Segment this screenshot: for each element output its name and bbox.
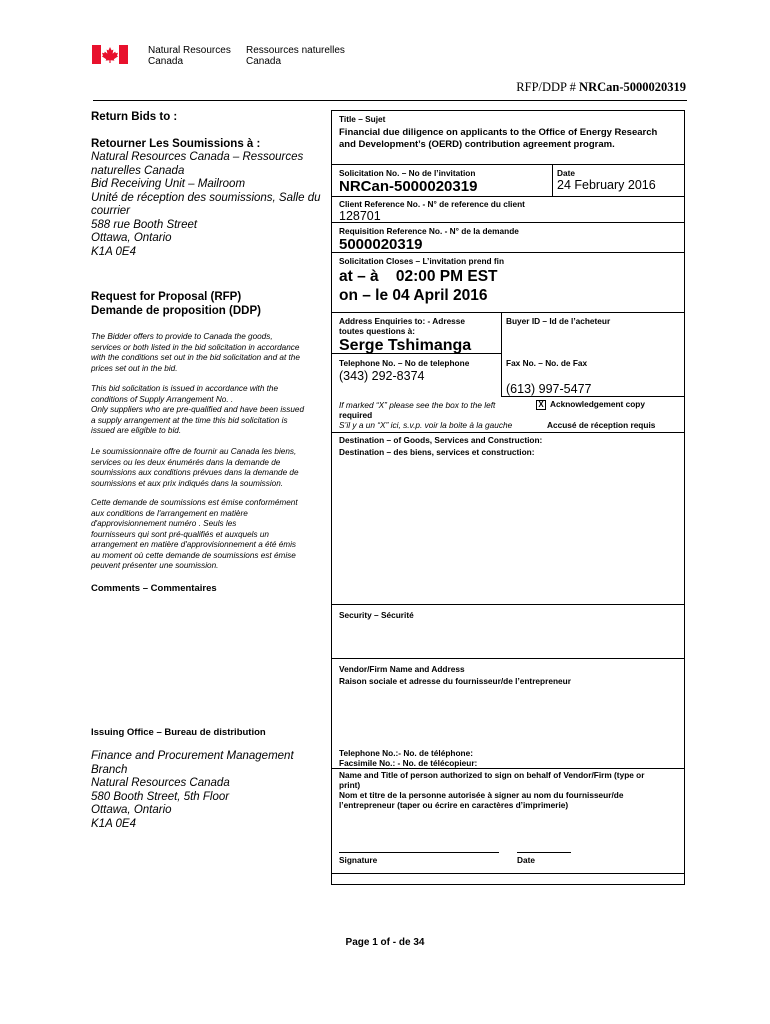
marked-x-notice-fr: S’il y a un “X” ici, s.v.p. voir la boite à la gauche <box>339 420 513 430</box>
form-divider <box>331 432 685 433</box>
telephone-value: (343) 292-8374 <box>339 369 425 383</box>
marked-x-notice-en: If marked “X” please see the box to the left <box>339 400 496 410</box>
rfp-number: RFP/DDP # NRCan-5000020319 <box>516 80 686 94</box>
solicitation-title: Financial due diligence on applicants to the Office of Energy Research and Development’s (OERD) contribution agreement program. <box>339 127 658 150</box>
closes-time: at – à 02:00 PM EST <box>339 268 498 285</box>
vendor-name-label: Vendor/Firm Name and Address <box>339 664 465 674</box>
retourner-label: Retourner Les Soumissions à : <box>91 138 261 150</box>
form-divider-vertical <box>501 312 502 396</box>
issuing-office-address: Finance and Procurement Management Branch Natural Resources Canada 580 Booth Street, 5th Floor Ottawa, Ontario K1A 0E4 <box>91 750 294 830</box>
authorized-person-label: Name and Title of person authorized to sign on behalf of Vendor/Firm (type or print) Nom et titre de la personne autorisée à signer au nom du fournisseur/de l’entrepreneur (taper ou écrire en caractères d’imprimerie) <box>339 770 645 810</box>
signature-date-label: Date <box>517 855 535 865</box>
form-divider <box>331 873 685 874</box>
fax-value: (613) 997-5477 <box>506 382 592 396</box>
form-divider <box>501 396 685 397</box>
bidder-offer-paragraph: The Bidder offers to provide to Canada the goods, services or both listed in the bid solicitation in accordance with the conditions set out in the bid solicitation and at the prices set out in the bid. <box>91 332 300 373</box>
form-divider <box>331 222 685 223</box>
buyer-id-label: Buyer ID – Id de l’acheteur <box>506 316 611 326</box>
return-bids-label: Return Bids to : <box>91 111 178 123</box>
destination-label-fr: Destination – des biens, services et construction: <box>339 447 535 457</box>
telephone-label: Telephone No. – No de telephone <box>339 358 470 368</box>
header-divider <box>93 100 687 101</box>
date-label: Date <box>557 168 575 178</box>
department-name-en: Natural Resources Canada <box>148 45 231 67</box>
form-divider <box>331 768 685 769</box>
destination-label-en: Destination – of Goods, Services and Construction: <box>339 435 543 445</box>
signature-line[interactable] <box>339 852 499 853</box>
canada-flag-icon <box>92 45 128 64</box>
rfp-heading-fr: Demande de proposition (DDP) <box>91 305 261 317</box>
form-divider <box>331 604 685 605</box>
contact-name: Serge Tshimanga <box>339 337 472 354</box>
form-divider <box>331 164 685 165</box>
form-divider <box>331 312 685 313</box>
arrangement-paragraph-fr: Cette demande de soumissions est émise conformément aux conditions de l'arrangement en matière d'approvisionnement numéro . Seuls les fournisseurs qui sont pré-qualifiés et auxquels un arrangement en matière d'approvisionnement a été émis au moment où cette demande de soumissions est émise peuvent présenter une soumission. <box>91 498 298 570</box>
vendor-telephone-label: Telephone No.:- No. de téléphone: <box>339 748 473 758</box>
bid-receiving-address: Natural Resources Canada – Ressources naturelles Canada Bid Receiving Unit – Mailroom Unité de réception des soumissions, Salle du courrier 588 rue Booth Street Ottawa, Ontario K1A 0E4 <box>91 151 321 258</box>
requisition-label: Requisition Reference No. - N° de la demande <box>339 226 519 236</box>
date-value: 24 February 2016 <box>557 178 656 192</box>
solicitation-no-label: Solicitation No. – No de l’invitation <box>339 168 476 178</box>
closes-date: on – le 04 April 2016 <box>339 287 488 304</box>
signature-date-line[interactable] <box>517 852 571 853</box>
form-divider-vertical <box>552 164 553 196</box>
security-label: Security – Sécurité <box>339 610 414 620</box>
closes-label: Solicitation Closes – L’invitation prend fin <box>339 256 505 266</box>
accuse-reception: Accusé de réception requis <box>547 420 656 430</box>
rfp-heading-en: Request for Proposal (RFP) <box>91 291 242 303</box>
solicitation-no-value: NRCan-5000020319 <box>339 178 478 195</box>
signature-label: Signature <box>339 855 378 865</box>
supply-arrangement-paragraph: This bid solicitation is issued in accordance with the conditions of Supply Arrangement No. . Only suppliers who are pre-qualified and have been issued a supply arrangement at the time this bid solicitation is issued are eligible to bid. <box>91 384 305 435</box>
page-number: Page 1 of - de 34 <box>345 937 425 948</box>
enquiries-label: Address Enquiries to: - Adresse toutes questions à: <box>339 316 466 336</box>
form-divider <box>331 658 685 659</box>
marked-x-required: required <box>339 410 373 420</box>
acknowledgement-copy: X Acknowledgement copy <box>536 399 645 410</box>
requisition-value: 5000020319 <box>339 236 423 253</box>
client-ref-value: 128701 <box>339 209 381 223</box>
issuing-office-label: Issuing Office – Bureau de distribution <box>91 727 266 738</box>
fax-label: Fax No. – No. de Fax <box>506 358 588 368</box>
vendor-name-label-fr: Raison sociale et adresse du fournisseur/de l’entrepreneur <box>339 676 571 686</box>
comments-label: Comments – Commentaires <box>91 583 217 594</box>
soumissionnaire-paragraph: Le soumissionnaire offre de fournir au Canada les biens, services ou les deux énumérés dans la demande de soumissions aux conditions prévues dans la demande de soumissions et aux prix indiqués dans la soumission. <box>91 447 299 488</box>
title-label: Title – Sujet <box>339 114 386 124</box>
client-ref-label: Client Reference No. - N° de reference du client <box>339 199 525 209</box>
vendor-fax-label: Facsimile No.: - No. de télécopieur: <box>339 758 478 768</box>
acknowledgement-checkbox[interactable]: X <box>536 400 546 410</box>
form-divider <box>331 196 685 197</box>
department-name-fr: Ressources naturelles Canada <box>246 45 345 67</box>
